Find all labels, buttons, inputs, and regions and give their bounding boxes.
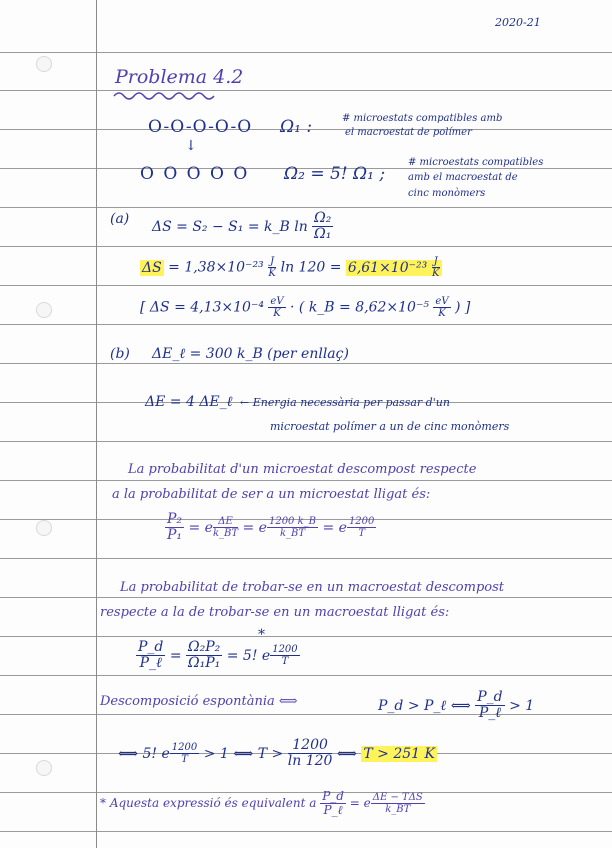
exponent bbox=[213, 516, 238, 539]
spont-text: Descomposició espontània ⟺ bbox=[100, 694, 298, 709]
spont-line2 bbox=[118, 738, 437, 770]
fraction bbox=[165, 512, 184, 544]
punch-hole bbox=[36, 520, 52, 536]
prob2-text: respecte a la de trobar-se en un macroestat lligat és: bbox=[100, 605, 450, 620]
result-value: 6,61×10⁻²³ bbox=[347, 259, 428, 276]
fraction-den: K bbox=[431, 268, 440, 279]
unit-fraction bbox=[433, 296, 450, 319]
part-b-eq2: ΔE = 4 ΔE_ℓ bbox=[145, 394, 233, 410]
fraction-num: Ω₂ bbox=[314, 210, 332, 226]
rule-line bbox=[0, 363, 612, 364]
star-marker: * bbox=[100, 796, 106, 811]
rule-line bbox=[0, 52, 612, 53]
eq-text: ΔS = S₂ − S₁ = k_B ln bbox=[152, 218, 308, 235]
fraction-den: k_BT bbox=[385, 804, 411, 816]
eq-text: = e bbox=[188, 519, 213, 536]
eq-text: = e bbox=[349, 796, 371, 811]
exponent bbox=[347, 516, 376, 539]
rule-line bbox=[0, 207, 612, 208]
fraction-den: k_BT bbox=[212, 528, 239, 540]
footnote-text: Aquesta expressió és equivalent a bbox=[109, 796, 317, 811]
page-title: Problema 4.2 bbox=[115, 66, 244, 88]
omega2-note: # microestats compatibles bbox=[408, 157, 544, 168]
fraction-den: T bbox=[358, 528, 365, 540]
fraction-num: 1200 bbox=[288, 738, 333, 754]
omega2-equation: Ω₂ = 5! Ω₁ ; bbox=[284, 164, 386, 184]
rule-line bbox=[0, 675, 612, 676]
omega2-note: amb el macroestat de bbox=[408, 172, 518, 183]
fraction bbox=[288, 738, 333, 770]
polymer-chain: O-O-O-O-O bbox=[148, 117, 253, 137]
punch-hole bbox=[36, 760, 52, 776]
unit-fraction bbox=[432, 256, 440, 279]
arrow-down-icon: ↓ bbox=[185, 138, 197, 154]
fraction-num: P_d bbox=[138, 639, 164, 655]
punch-hole bbox=[36, 302, 52, 318]
unit-fraction bbox=[268, 256, 276, 279]
footnote bbox=[100, 790, 425, 817]
fraction-num: P₂ bbox=[167, 511, 183, 527]
fraction-den: K bbox=[273, 308, 281, 319]
exponent bbox=[170, 742, 199, 765]
rule-line bbox=[0, 441, 612, 442]
fraction-den: T bbox=[281, 656, 289, 668]
rule-line bbox=[0, 246, 612, 247]
part-b-eq1: ΔE_ℓ = 300 k_B (per enllaç) bbox=[152, 346, 349, 362]
fraction-num: eV bbox=[435, 296, 449, 307]
eq-text: · ( k_B = 8,62×10⁻⁵ bbox=[290, 299, 429, 316]
eq-text: > 1 bbox=[509, 697, 535, 714]
fraction-num: J bbox=[270, 256, 275, 267]
header-year: 2020-21 bbox=[495, 16, 541, 29]
fraction-num: Ω₂P₂ bbox=[188, 639, 221, 655]
eq-text: ln 120 = bbox=[280, 259, 342, 276]
fraction bbox=[320, 790, 346, 817]
rule-line bbox=[0, 558, 612, 559]
part-a-label: (a) bbox=[110, 211, 130, 227]
part-b-label: (b) bbox=[110, 346, 130, 362]
omega1-note: el macroestat de polímer bbox=[345, 127, 472, 138]
fraction-num: 1200 k_B bbox=[268, 516, 317, 528]
exponent bbox=[267, 516, 318, 539]
fraction-num: P_d bbox=[477, 689, 503, 705]
fraction-num: 1200 bbox=[171, 742, 198, 754]
fraction-den: ln 120 bbox=[287, 753, 333, 770]
star-marker: * bbox=[258, 627, 265, 643]
fraction-num: J bbox=[433, 256, 438, 267]
part-a-eq2 bbox=[140, 256, 442, 279]
eq-text: > 1 ⟺ T > bbox=[203, 745, 284, 762]
margin-line bbox=[96, 0, 97, 848]
rule-line bbox=[0, 285, 612, 286]
punch-hole bbox=[36, 56, 52, 72]
rule-line bbox=[0, 90, 612, 91]
fraction bbox=[136, 640, 165, 672]
eq-text: ⟺ bbox=[336, 745, 357, 762]
fraction bbox=[186, 640, 222, 672]
fraction-num: ΔE bbox=[213, 516, 238, 528]
fraction-den: P_ℓ bbox=[323, 803, 343, 818]
spont-condition bbox=[378, 690, 534, 722]
fraction-num: 1200 bbox=[348, 516, 375, 528]
fraction bbox=[475, 690, 504, 722]
eq-text: = 5! e bbox=[226, 647, 271, 664]
eq-text: ⟺ 5! e bbox=[118, 745, 170, 762]
highlight-final-result: T > 251 K bbox=[363, 745, 435, 762]
exponent bbox=[270, 644, 299, 667]
eq-text: = e bbox=[242, 519, 267, 536]
fraction-den: T bbox=[181, 754, 188, 766]
fraction-den: Ω₁ bbox=[314, 226, 332, 243]
fraction-den: P_ℓ bbox=[478, 705, 502, 722]
prob2-text: La probabilitat de trobar-se en un macroestat descompost bbox=[120, 580, 505, 595]
highlight-result bbox=[346, 256, 442, 279]
eq-text: [ ΔS = 4,13×10⁻⁴ bbox=[140, 299, 264, 316]
eq-text: = e bbox=[322, 519, 347, 536]
prob2-equation: $\frac{P\_d}{\text{P\_ℓ}}$ = $\frac{\text{Ω₂P₂}}{\text{Ω₁P₁}}$ = 5! e $\frac{1200}{T}$ bbox=[138, 639, 298, 672]
rule-line bbox=[0, 324, 612, 325]
highlight-delta-s: ΔS bbox=[142, 259, 162, 276]
fraction-den: Ω₁P₁ bbox=[188, 655, 221, 672]
omega1-label: Ω₁ : bbox=[280, 117, 313, 137]
exponent bbox=[371, 792, 425, 815]
fraction-den: k_BT bbox=[279, 528, 306, 540]
rule-line bbox=[0, 597, 612, 598]
fraction-num: eV bbox=[270, 296, 284, 307]
fraction-den: K bbox=[268, 268, 276, 279]
title-underline bbox=[112, 90, 222, 102]
fraction-num: 1200 bbox=[272, 644, 298, 656]
fraction-den: K bbox=[438, 308, 446, 319]
part-b-note: ← Energia necessària per passar d'un bbox=[240, 396, 450, 409]
fraction bbox=[312, 211, 333, 243]
prob1-text: a la probabilitat de ser a un microestat lligat és: bbox=[112, 487, 431, 502]
fraction-den: P₁ bbox=[167, 527, 183, 544]
prob1-equation bbox=[165, 512, 376, 544]
prob1-text: La probabilitat d'un microestat descompost respecte bbox=[128, 462, 477, 477]
fraction-num: ΔE − TΔS bbox=[372, 792, 423, 804]
eq-text: P_d > P_ℓ ⟺ bbox=[378, 697, 471, 714]
omega2-note: cinc monòmers bbox=[408, 188, 486, 199]
part-a-eq3 bbox=[140, 296, 470, 319]
part-a-eq1 bbox=[152, 211, 333, 243]
omega1-note: # microestats compatibles amb bbox=[342, 113, 503, 124]
part-b-note: microestat polímer a un de cinc monòmers bbox=[270, 420, 510, 433]
monomers-row: O O O O O bbox=[140, 164, 250, 184]
fraction-den: P_ℓ bbox=[139, 655, 162, 672]
fraction-num: P_d bbox=[322, 789, 344, 803]
unit-fraction bbox=[268, 296, 285, 319]
rule-line bbox=[0, 636, 612, 637]
rule-line bbox=[0, 831, 612, 832]
rule-line bbox=[0, 480, 612, 481]
eq-text: ) ] bbox=[455, 299, 471, 316]
eq-text: = 1,38×10⁻²³ bbox=[168, 259, 264, 276]
